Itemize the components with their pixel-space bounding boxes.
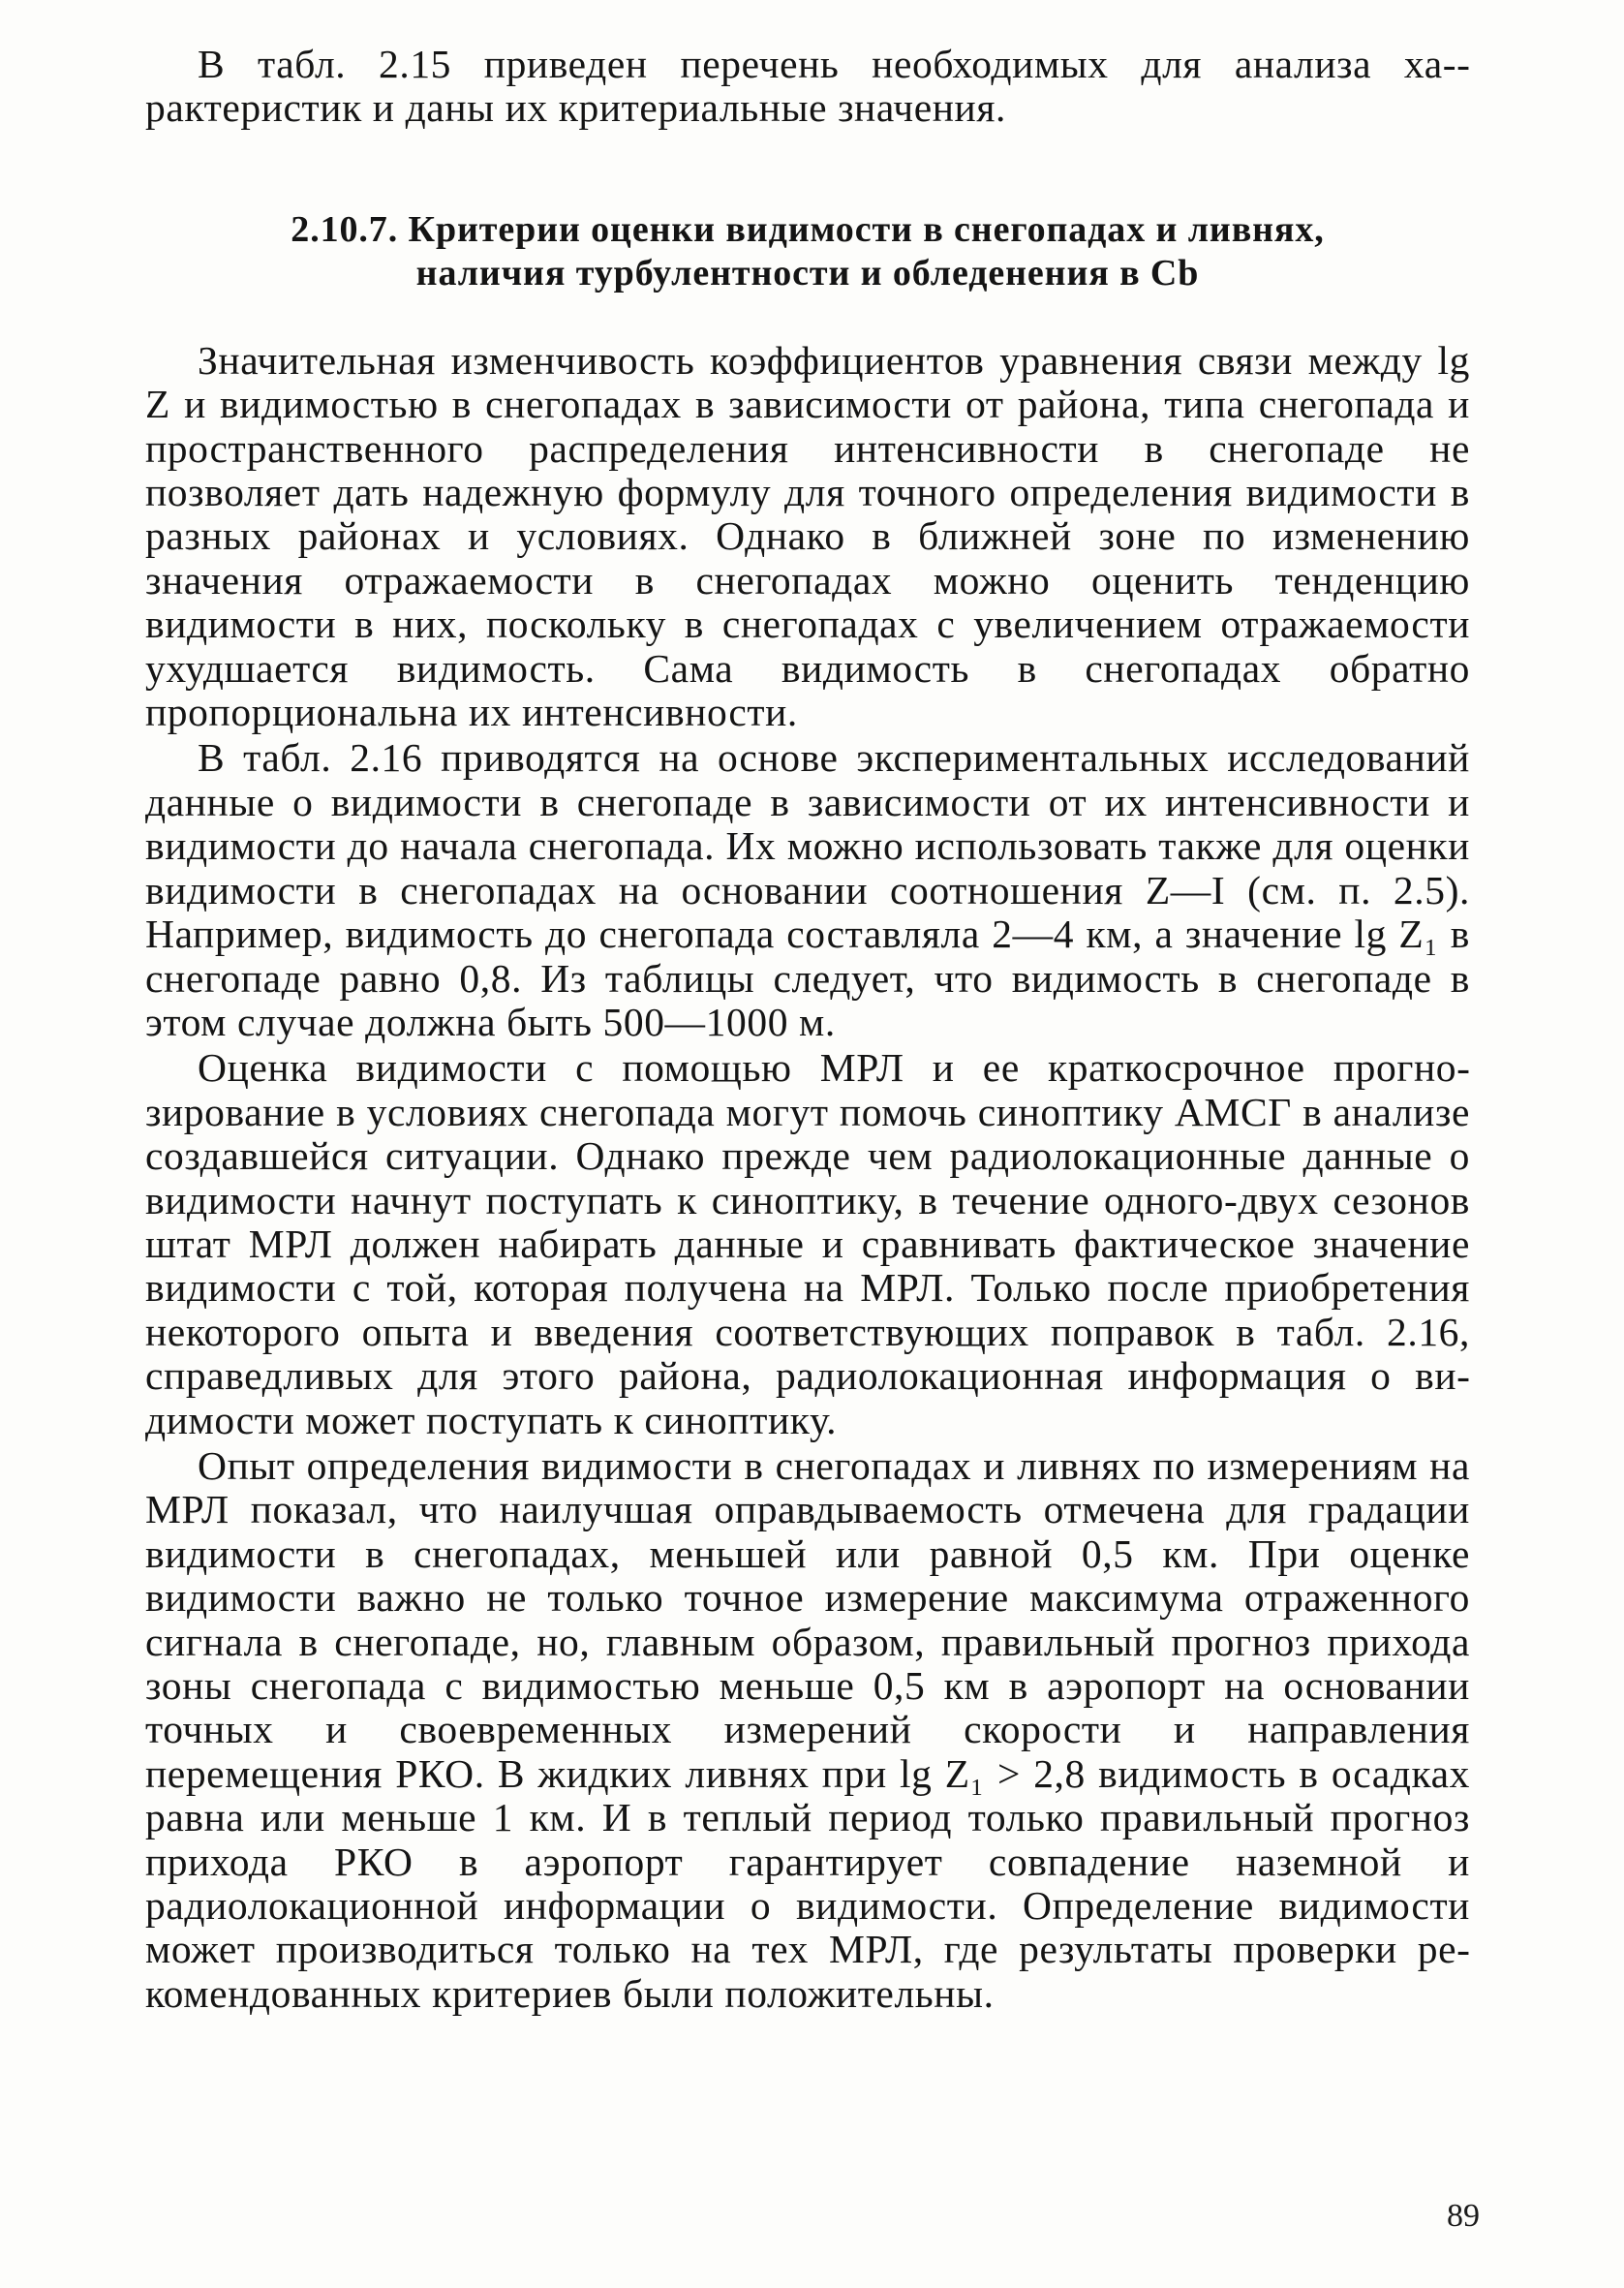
body-paragraph-2: В табл. 2.16 приводятся на основе экспериментальных исследований данные о видимости в снегопаде в зависимости от их интенсивности и видимости до начала снегопада. Их можно использовать также для оценки видимости в снегопадах на основании соотношения Z—I (см. п. 2.5). Например, видимость до снегопада составляла 2—4 км, а значение lg Z₁ в снегопаде равно 0,8. Из таблицы следует, что видимость в снегопаде в этом случае должна быть 500—1000 м. <box>145 735 1470 1044</box>
section-heading-line-2: наличия турбулентности и обледенения в Cb <box>415 252 1200 294</box>
body-paragraph-3: Оценка видимости с помощью МРЛ и ее краткосрочное прогнозирование в условиях снегопада могут помочь синоптику АМСГ в анализе создавшейся ситуации. Однако прежде чем радиолокационные данные о видимости начнут поступать к синоптику, в течение одного-двух сезонов штат МРЛ должен набирать данные и сравнивать фактическое значение видимости с той, которая получена на МРЛ. Только после приобретения некоторого опыта и введения соответствующих поправок в табл. 2.16, справедливых для этого района, радиолокационная информация о видимости может поступать к синоптику. <box>145 1045 1470 1442</box>
intro-paragraph: В табл. 2.15 приведен перечень необходимых для анализа ха-рактеристик и даны их критериальные значения. <box>145 42 1470 131</box>
section-heading-line-1: 2.10.7. Критерии оценки видимости в снегопадах и ливнях, <box>291 208 1325 250</box>
text-column <box>145 43 1470 2018</box>
body-paragraph-4: Опыт определения видимости в снегопадах и ливнях по измерениям на МРЛ показал, что наилучшая оправдываемость отмечена для градации видимости в снегопадах, меньшей или равной 0,5 км. При оценке видимости важно не только точное измерение максимума отраженного сигнала в снегопаде, но, главным образом, правильный прогноз прихода зоны снегопада с видимостью меньше 0,5 км в аэропорт на основании точных и своевременных измерений скорости и направления перемещения РКО. В жидких ливнях при lg Z₁ > 2,8 видимость в осадках равна или меньше 1 км. И в теплый период только правильный прогноз прихода РКО в аэропорт гарантирует совпадение наземной и радиолокационной информации о видимости. Определение видимости может производиться только на тех МРЛ, где результаты проверки рекомендованных критериев были положительны. <box>145 1442 1470 2016</box>
body-paragraph-1: Значительная изменчивость коэффициентов уравнения связи между lg Z и видимостью в снегопадах в зависимости от района, типа снегопада и пространственного распределения интенсивности в снегопаде не позволяет дать надежную формулу для точного определения видимости в разных районах и условиях. Однако в ближней зоне по изменению значения отражаемости в снегопадах можно оценить тенденцию видимости в них, поскольку в снегопадах с увеличением отражаемости ухудшается видимость. Сама видимость в снегопадах обратно пропорциональна их интенсивности. <box>145 337 1470 735</box>
section-heading <box>145 208 1470 295</box>
page-number: 89 <box>1447 2198 1480 2234</box>
